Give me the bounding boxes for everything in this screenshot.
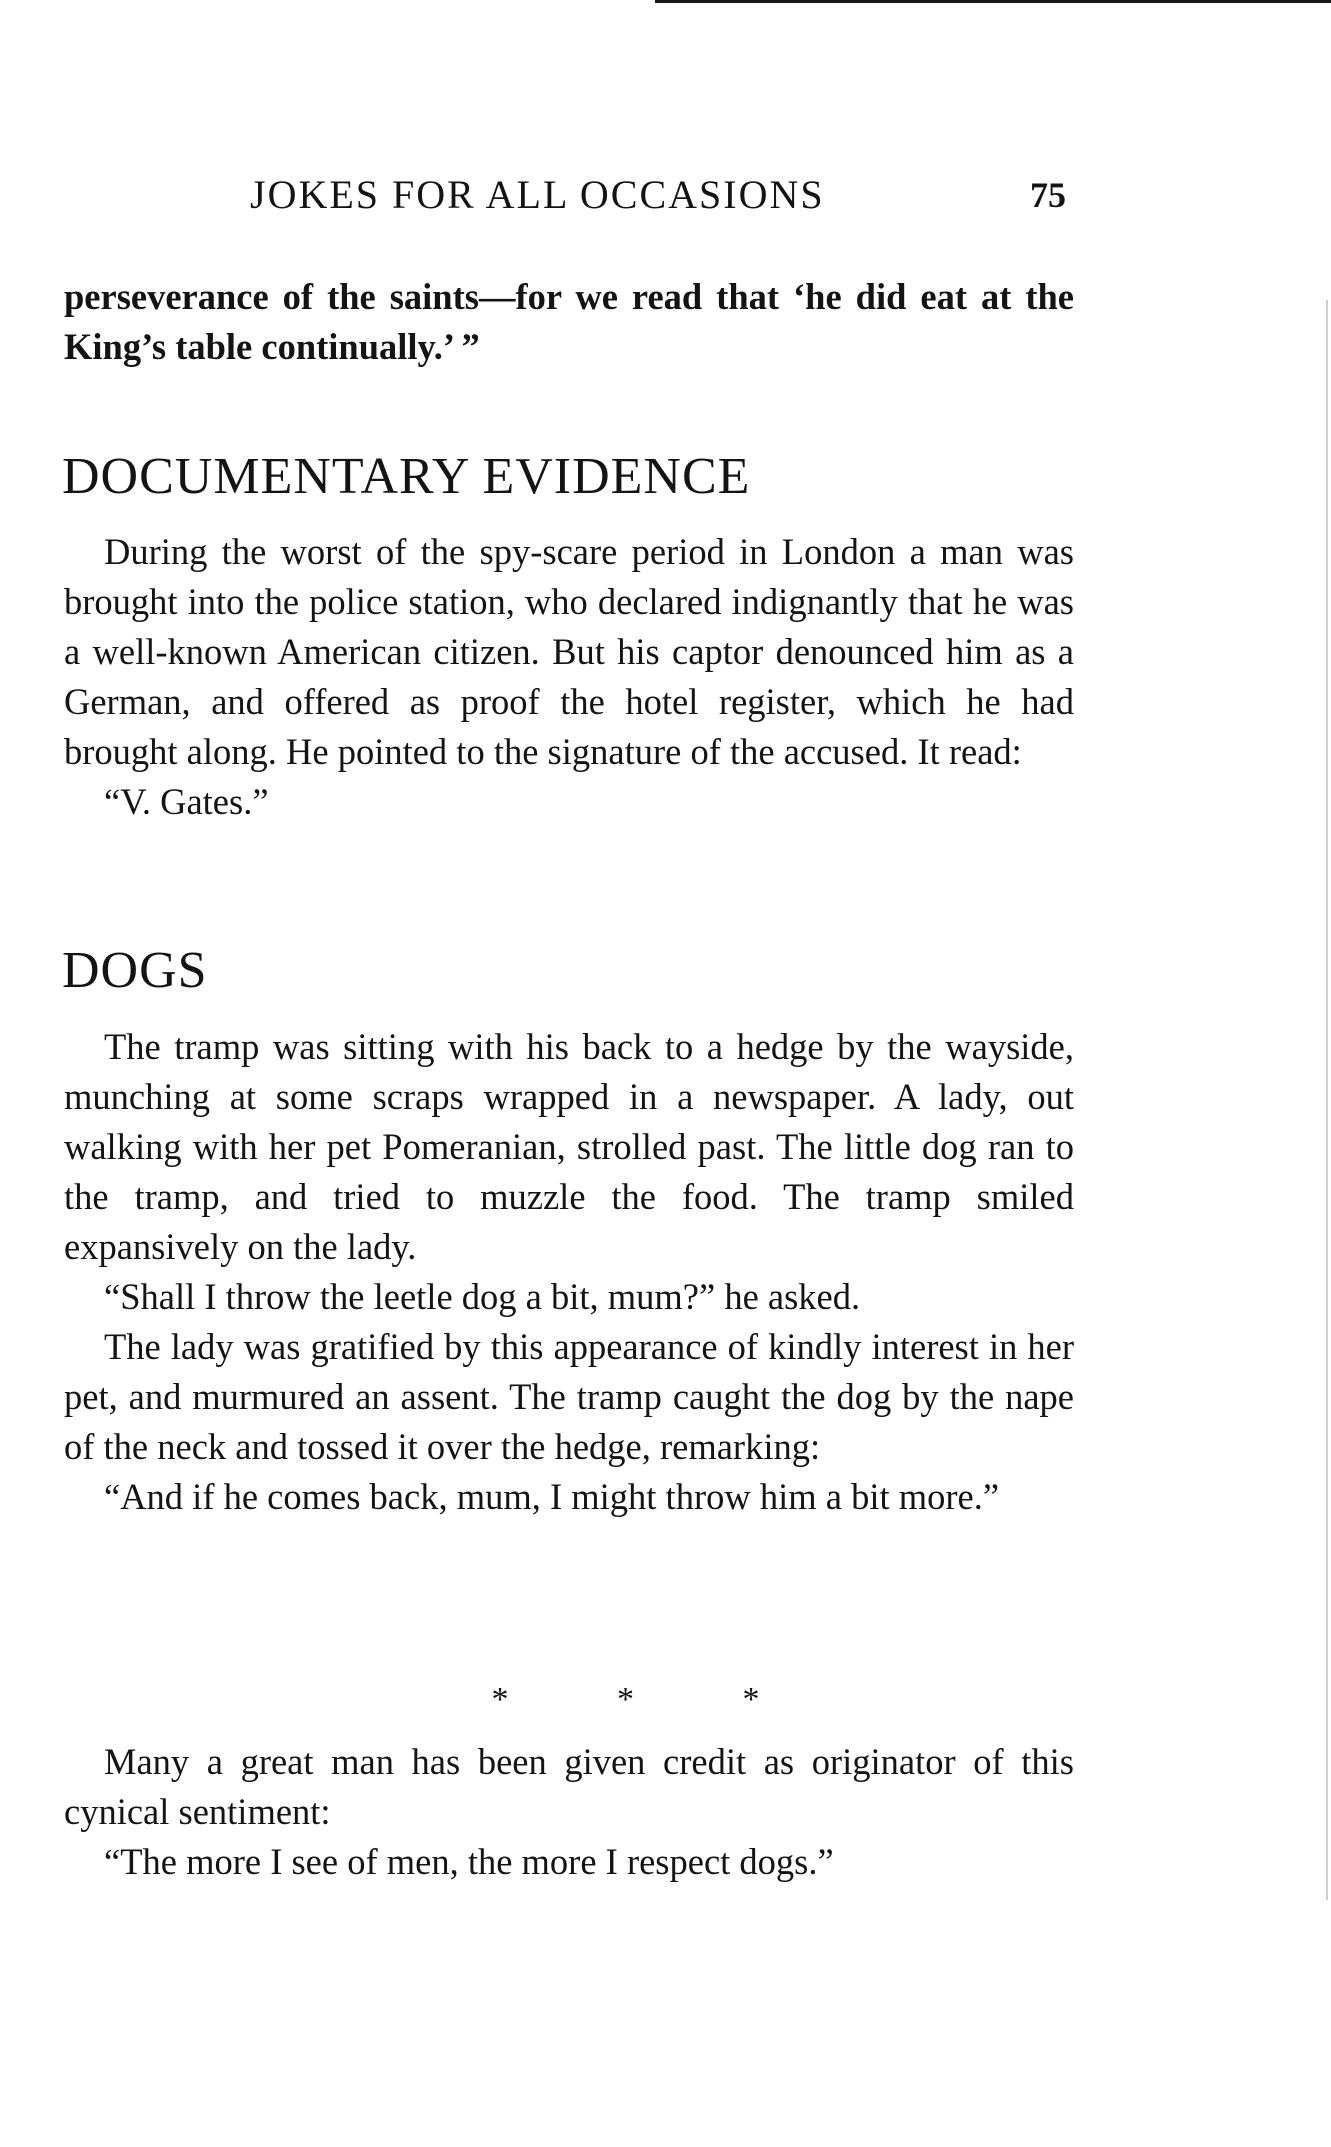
section-heading-dogs: DOGS bbox=[62, 942, 208, 999]
paragraph: “V. Gates.” bbox=[104, 781, 269, 822]
page-edge-shadow bbox=[1326, 300, 1328, 1900]
paragraph: “Shall I throw the leetle dog a bit, mum?” he asked. bbox=[104, 1276, 861, 1317]
running-header bbox=[0, 170, 1331, 220]
running-title: JOKES FOR ALL OCCASIONS bbox=[250, 172, 825, 217]
intro-paragraph-block bbox=[64, 272, 1074, 372]
section-heading-documentary-evidence: DOCUMENTARY EVIDENCE bbox=[62, 448, 751, 505]
paragraph: “The more I see of men, the more I respect dogs.” bbox=[104, 1841, 834, 1882]
paragraph: The lady was gratified by this appearance of kindly interest in her pet, and murmured an assent. The tramp caught the dog by the nape of the neck and tossed it over the hedge, remarking: bbox=[64, 1326, 1074, 1467]
paragraph: The tramp was sitting with his back to a hedge by the wayside, munching at some scraps wrapped in a newspaper. A lady, out walking with her pet Pomeranian, strolled past. The little dog ran to the tramp, and tried to muzzle the food. The tramp smiled expansively on the lady. bbox=[64, 1026, 1074, 1267]
intro-paragraph: perseverance of the saints—for we read that ‘he did eat at the King’s table continually.’ ” bbox=[64, 276, 1074, 367]
paragraph: During the worst of the spy-scare period in London a man was brought into the police station, who declared indignantly that he was a well-known American citizen. But his captor denounced him as a German, and offered as proof the hotel register, which he had brought along. He pointed to the signature of the accused. It read: bbox=[64, 531, 1074, 772]
dogs-body bbox=[64, 1022, 1074, 1522]
paragraph: Many a great man has been given credit as originator of this cynical sentiment: bbox=[64, 1741, 1074, 1832]
top-page-edge-rule bbox=[655, 0, 1331, 3]
page-number: 75 bbox=[1030, 175, 1066, 215]
dogs-body-continued bbox=[64, 1737, 1074, 1887]
documentary-evidence-body bbox=[64, 527, 1074, 827]
paragraph: “And if he comes back, mum, I might throw him a bit more.” bbox=[104, 1476, 1000, 1517]
asterism: * * * bbox=[491, 1681, 810, 1718]
asterism-separator bbox=[0, 1680, 1331, 1720]
